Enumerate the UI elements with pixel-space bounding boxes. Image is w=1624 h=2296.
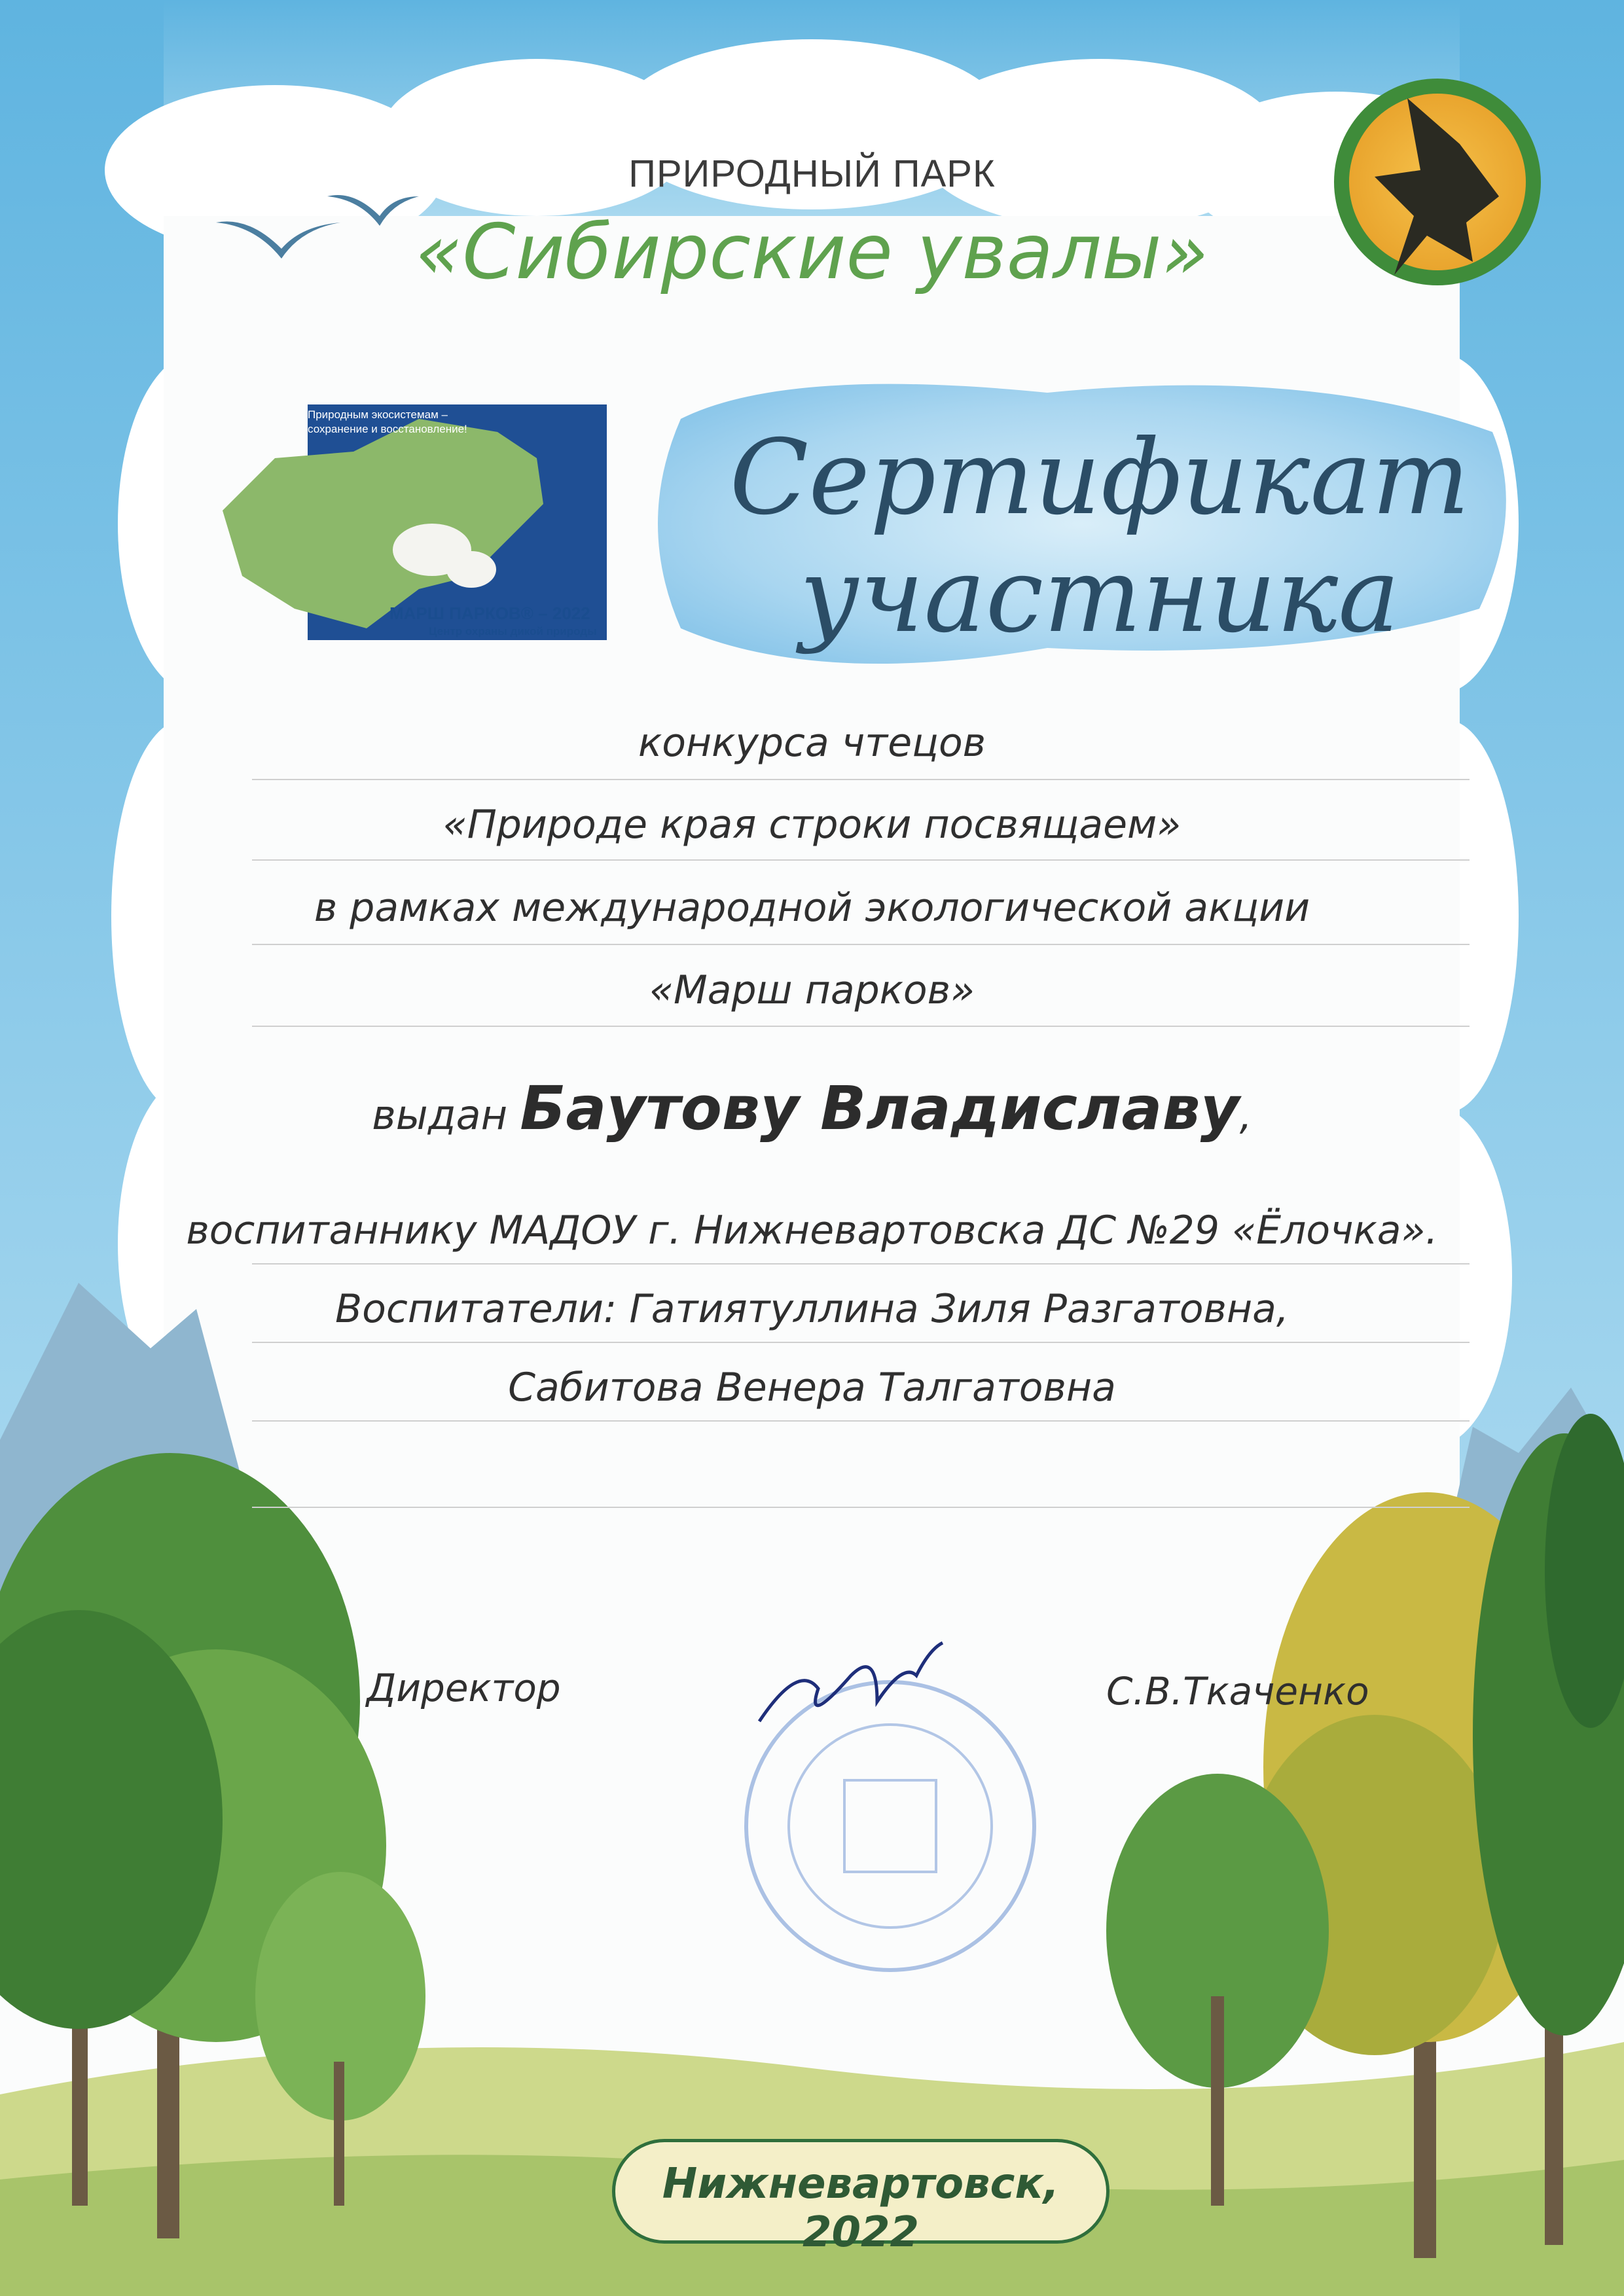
- logo-subtitle: Центр охраны дикой природы: [429, 625, 597, 637]
- recipient-comma: ,: [1239, 1093, 1252, 1139]
- teacher2-line: Сабитова Венера Талгатовна: [508, 1365, 1116, 1410]
- issued-label: выдан: [372, 1091, 508, 1139]
- logo-tagline: [308, 408, 602, 437]
- campaign-name: «Марш парков»: [649, 967, 975, 1013]
- footer-place-year: Нижневартовск, 2022: [662, 2160, 1060, 2257]
- park-name: «Сибирские увалы»: [415, 208, 1209, 296]
- director-label: Директор: [367, 1666, 561, 1710]
- recipient-name: Баутову Владиславу: [520, 1073, 1240, 1143]
- recipient-line: [0, 1073, 1624, 1143]
- logo-tagline-1: Природным экосистемам –: [308, 408, 448, 421]
- director-name: С.В.Ткаченко: [1106, 1669, 1369, 1713]
- teachers-line: Воспитатели: Гатиятуллина Зиля Разгатовна,: [335, 1286, 1289, 1332]
- park-kicker: ПРИРОДНЫЙ ПАРК: [628, 152, 996, 195]
- certificate-title-line2: участника: [799, 535, 1400, 656]
- certificate-title-line1: Сертификат: [729, 418, 1470, 538]
- contest-label: конкурса чтецов: [638, 720, 986, 766]
- certificate-title: [713, 419, 1486, 655]
- logo-name: МАРШ ПАРКОВ® – 2022: [389, 603, 590, 623]
- framework-text: в рамках международной экологической акции: [314, 885, 1310, 931]
- logo-tagline-2: сохранение и восстановление!: [308, 423, 467, 435]
- student-of: воспитаннику МАДОУ г. Нижневартовска ДС №29 «Ёлочка».: [186, 1208, 1438, 1253]
- contest-name: «Природе края строки посвящаем»: [442, 802, 1182, 848]
